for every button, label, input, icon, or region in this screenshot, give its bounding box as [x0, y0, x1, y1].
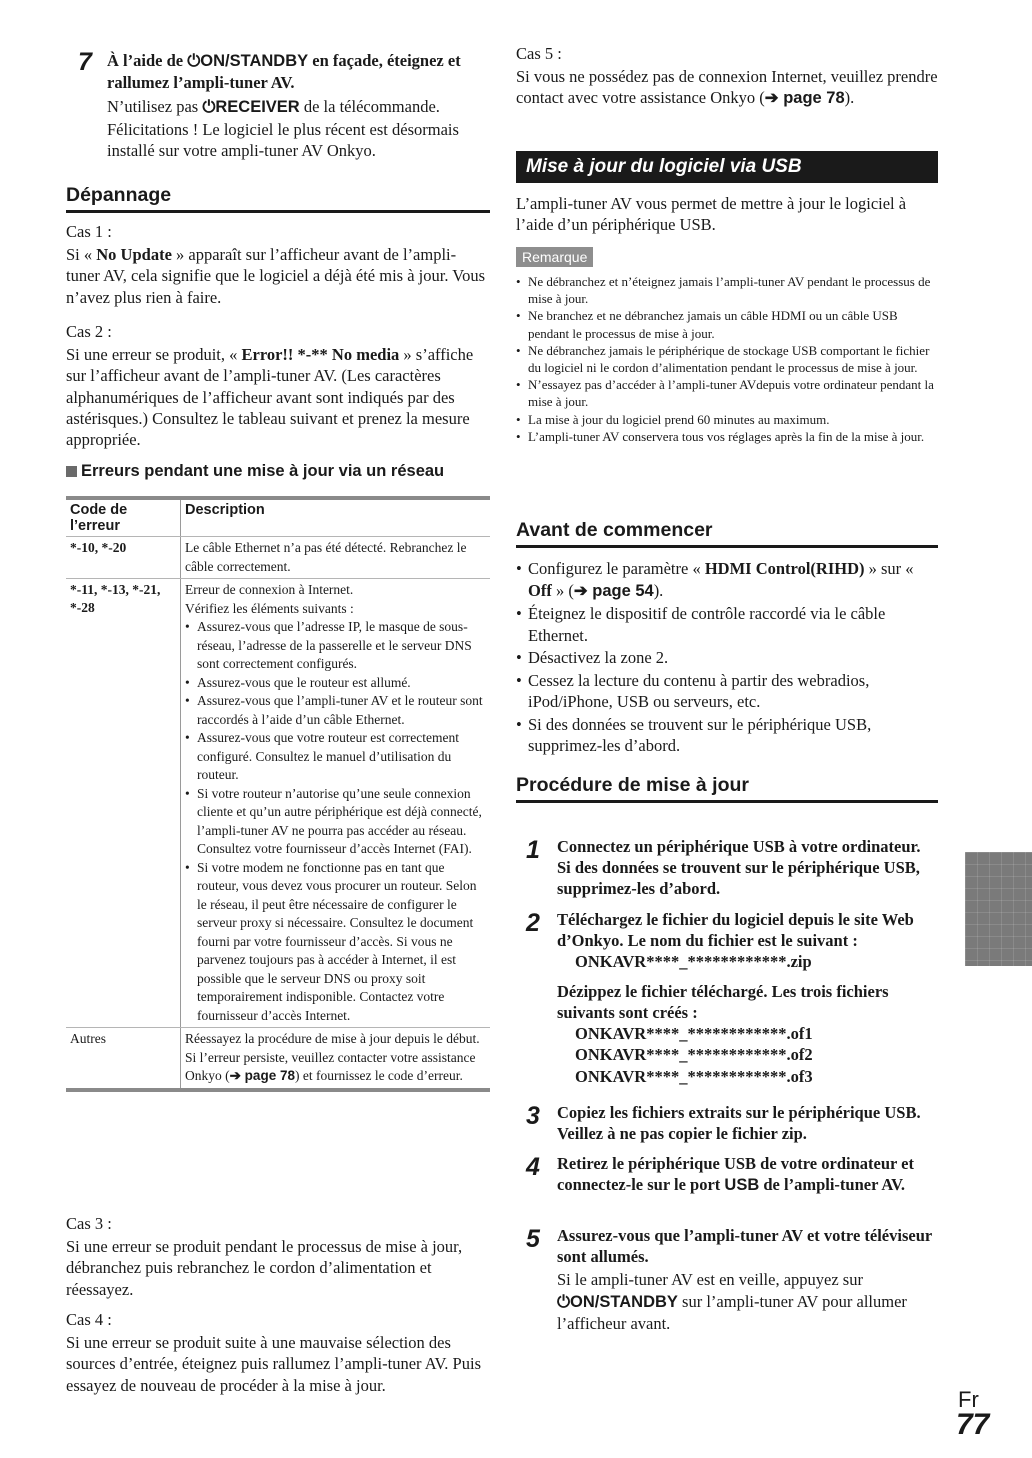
step-7 — [78, 50, 490, 162]
procedure-step-5 — [526, 1225, 938, 1335]
step-body: N’utilisez pas ⏻RECEIVER de la télécommande. Félicitations ! Le logiciel le plus récent est désormais installé sur votre ampli-tuner AV Onkyo. — [107, 97, 459, 160]
step-heading: Dézippez le fichier téléchargé. Les trois fichiers suivants sont créés : — [557, 981, 889, 1022]
step-number: 3 — [526, 1102, 540, 1130]
avant-list — [516, 558, 938, 758]
cas1-text: Si « No Update » apparaît sur l’afficheur avant de l’ampli-tuner AV, cela signifie que le logiciel a déjà été mis à jour. Vous n’avez plus rien à faire. — [66, 245, 485, 307]
step-heading: Retirez le périphérique USB de votre ordinateur et connectez-le sur le port USB de l’ampli-tuner AV. — [557, 1154, 914, 1194]
page-number: 77 — [956, 1408, 990, 1441]
list-item: • Assurez-vous que l’ampli-tuner AV et le routeur sont raccordés à l’aide d’un câble Ethernet. — [185, 693, 483, 727]
step-heading: Connectez un périphérique USB à votre ordinateur. Si des données se trouvent sur le périphérique USB, supprimez-les d’abord. — [557, 837, 921, 898]
step-number: 7 — [78, 48, 92, 76]
page-ref-link[interactable]: ➔ page 78 — [764, 89, 845, 108]
error-code: Autres — [66, 1028, 181, 1088]
section-title-avant: Avant de commencer — [516, 518, 938, 548]
page-ref-link[interactable]: ➔ page 78 — [229, 1068, 295, 1083]
step-heading: Téléchargez le fichier du logiciel depuis le site Web d’Onkyo. Le nom du fichier est le suivant : — [557, 910, 914, 950]
cas1-title: Cas 1 : — [66, 222, 112, 241]
file-name: ONKAVR****_************.zip — [575, 952, 812, 971]
procedure-step-1 — [526, 836, 938, 899]
page-ref-link[interactable]: ➔ page 54 — [573, 581, 654, 600]
usb-section-banner: Mise à jour du logiciel via USB — [516, 151, 938, 183]
square-bullet-icon — [66, 466, 77, 477]
step-body: Si le ampli-tuner AV est en veille, appuyez sur ⏻ON/STANDBY sur l’ampli-tuner AV pour allumer l’afficheur avant. — [557, 1270, 907, 1333]
procedure-step-4 — [526, 1153, 938, 1196]
file-name: ONKAVR****_************.of3 — [575, 1066, 813, 1086]
side-tab — [965, 852, 1032, 966]
step-number: 1 — [526, 836, 540, 864]
remark-notes — [516, 273, 938, 445]
procedure-step-3 — [526, 1102, 938, 1144]
list-item: • L’ampli-tuner AV conservera tous vos réglages après la fin de la mise à jour. — [516, 428, 925, 444]
list-item: • La mise à jour du logiciel prend 60 minutes au maximum. — [516, 411, 830, 427]
file-name: ONKAVR****_************.of2 — [575, 1045, 813, 1064]
table-row — [66, 537, 490, 579]
error-description: Réessayez la procédure de mise à jour depuis le début. Si l’erreur persiste, veuillez contacter votre assistance Onkyo (➔ page 78) et fournissez le code d’erreur. — [185, 1031, 480, 1083]
cas5-title: Cas 5 : — [516, 44, 562, 63]
usb-intro: L’ampli-tuner AV vous permet de mettre à jour le logiciel à l’aide d’un périphérique USB. — [516, 194, 907, 235]
section-title-procedure: Procédure de mise à jour — [516, 773, 938, 803]
error-code: *-10, *-20 — [66, 537, 181, 578]
cas3-text: Si une erreur se produit pendant le processus de mise à jour, débranchez puis rebranchez le cordon d’alimentation et réessayez. — [66, 1237, 463, 1299]
cas4-text: Si une erreur se produit suite à une mauvaise sélection des sources d’entrée, éteignez puis rallumez l’ampli-tuner AV. Puis essayez de nouveau de procéder à la mise à jour. — [66, 1333, 481, 1395]
step-heading: Assurez-vous que l’ampli-tuner AV et votre téléviseur sont allumés. — [557, 1226, 932, 1266]
section-title-depannage: Dépannage — [66, 183, 490, 213]
list-item: • Assurez-vous que votre routeur est correctement configuré. Consultez le manuel d’utilisation du routeur. — [185, 730, 460, 782]
list-item: • Cessez la lecture du contenu à partir des webradios, iPod/iPhone, USB ou serveurs, etc. — [516, 670, 870, 711]
cas2-text: Si une erreur se produit, « Error!! *-** No media » s’affiche sur l’afficheur avant de l’ampli-tuner AV. (Les caractères alphanumériques de l’afficheur avant sont indiqués par des astérisques.) Consultez le tableau suivant et prenez la mesure appropriée. — [66, 345, 474, 450]
list-item: • Ne débranchez et n’éteignez jamais l’ampli-tuner AV pendant le processus de mise à jour. — [516, 274, 931, 307]
step-number: 2 — [526, 909, 540, 937]
cas5-text: Si vous ne possédez pas de connexion Internet, veuillez prendre contact avec votre assistance Onkyo (➔ page 78). — [516, 67, 938, 108]
list-item: • Ne débranchez jamais le périphérique de stockage USB comportant le fichier du logiciel ni le cordon d’alimentation pendant le processus de mise à jour. — [516, 342, 930, 376]
list-item: • Assurez-vous que l’adresse IP, le masque de sous-réseau, l’adresse de la passerelle et le serveur DNS sont correctement configurés. — [185, 619, 472, 671]
table-row — [66, 1028, 490, 1088]
step-number: 4 — [526, 1153, 540, 1181]
header-code: Code de l’erreur — [66, 500, 181, 536]
table-row — [66, 579, 490, 1028]
language-code: Fr — [958, 1387, 979, 1412]
list-item: • Si votre modem ne fonctionne pas en tant que routeur, vous devez vous procurer un routeur. Selon le réseau, il peut être nécessaire de configurer le serveur proxy si nécessaire. Consultez le document fourni par votre fournisseur d’accès. Si vous ne parvenez toujours pas à accéder à Internet, il est possible que le serveur DNS ou proxy soit temporairement indisponible. Contactez votre fournisseur d’accès Internet. — [185, 859, 477, 1023]
list-item: • Ne branchez et ne débranchez jamais un câble HDMI ou un câble USB pendant le processus de mise à jour. — [516, 308, 898, 341]
cas3-title: Cas 3 : — [66, 1214, 112, 1233]
error-description: Le câble Ethernet n’a pas été détecté. Rebranchez le câble correctement. — [185, 540, 467, 574]
file-name: ONKAVR****_************.of1 — [575, 1023, 813, 1043]
step-heading: À l’aide de ⏻ON/STANDBY en façade, éteignez et rallumez l’ampli-tuner AV. — [107, 51, 461, 92]
error-table — [66, 496, 490, 1092]
cas4-title: Cas 4 : — [66, 1310, 112, 1329]
remark-badge: Remarque — [516, 247, 593, 267]
list-item: • N’essayez pas d’accéder à l’ampli-tuner AVdepuis votre ordinateur pendant la mise à jour. — [516, 377, 934, 410]
step-number: 5 — [526, 1225, 540, 1253]
error-description: Erreur de connexion à Internet. Vérifiez les éléments suivants : • Assurez-vous que l’adresse IP, le masque de sous-réseau, l’adresse de la passerelle et le serveur DNS sont correctement configurés. • Assurez-vous que le routeur est allumé. • Assurez-vous que l’ampli-tuner AV et le routeur sont raccordés à l’aide d’un câble Ethernet. • Assurez-vous que votre routeur est correctement configuré. Consultez le manuel d’utilisation du routeur. • Si votre routeur n’autorise qu’une seule connexion cliente et qu’un autre périphérique est déjà connecté, l’ampli-tuner AV ne pourra pas accéder au réseau. Consultez votre fournisseur d’accès Internet (FAI). • Si votre modem ne fonctionne pas en tant que routeur, vous devez vous procurer un routeur. Selon le réseau, il peut être nécessaire de configurer le serveur proxy si nécessaire. Consultez le document fourni par votre fournisseur d’accès. Si vous ne parvenez toujours pas à accéder à Internet, il est possible que le serveur DNS ou proxy soit temporairement indisponible. Contactez votre fournisseur d’accès Internet. — [181, 579, 490, 1027]
header-description: Description — [185, 502, 265, 518]
list-item: • Si votre routeur n’autorise qu’une seule connexion cliente et qu’un autre périphérique est déjà connecté, l’ampli-tuner AV ne pourra pas accéder au réseau. Consultez votre fournisseur d’accès Internet (FAI). — [185, 785, 482, 856]
procedure-step-2 — [526, 909, 938, 1087]
list-item: • Si des données se trouvent sur le périphérique USB, supprimez-les d’abord. — [516, 714, 872, 755]
table-header-row — [66, 500, 490, 537]
cas2-title: Cas 2 : — [66, 322, 112, 341]
list-item: • Éteignez le dispositif de contrôle raccordé via le câble Ethernet. — [516, 604, 886, 645]
list-item: • Désactivez la zone 2. — [516, 648, 669, 667]
list-item: • Configurez le paramètre « HDMI Control(RIHD) » sur « Off » (➔ page 54). — [516, 559, 914, 600]
table-heading: Erreurs pendant une mise à jour via un réseau — [66, 461, 490, 481]
list-item: • Assurez-vous que le routeur est allumé. — [185, 674, 411, 690]
step-heading: Copiez les fichiers extraits sur le périphérique USB. Veillez à ne pas copier le fichier zip. — [557, 1103, 921, 1143]
error-code: *-11, *-13, *-21, *-28 — [66, 579, 181, 1027]
